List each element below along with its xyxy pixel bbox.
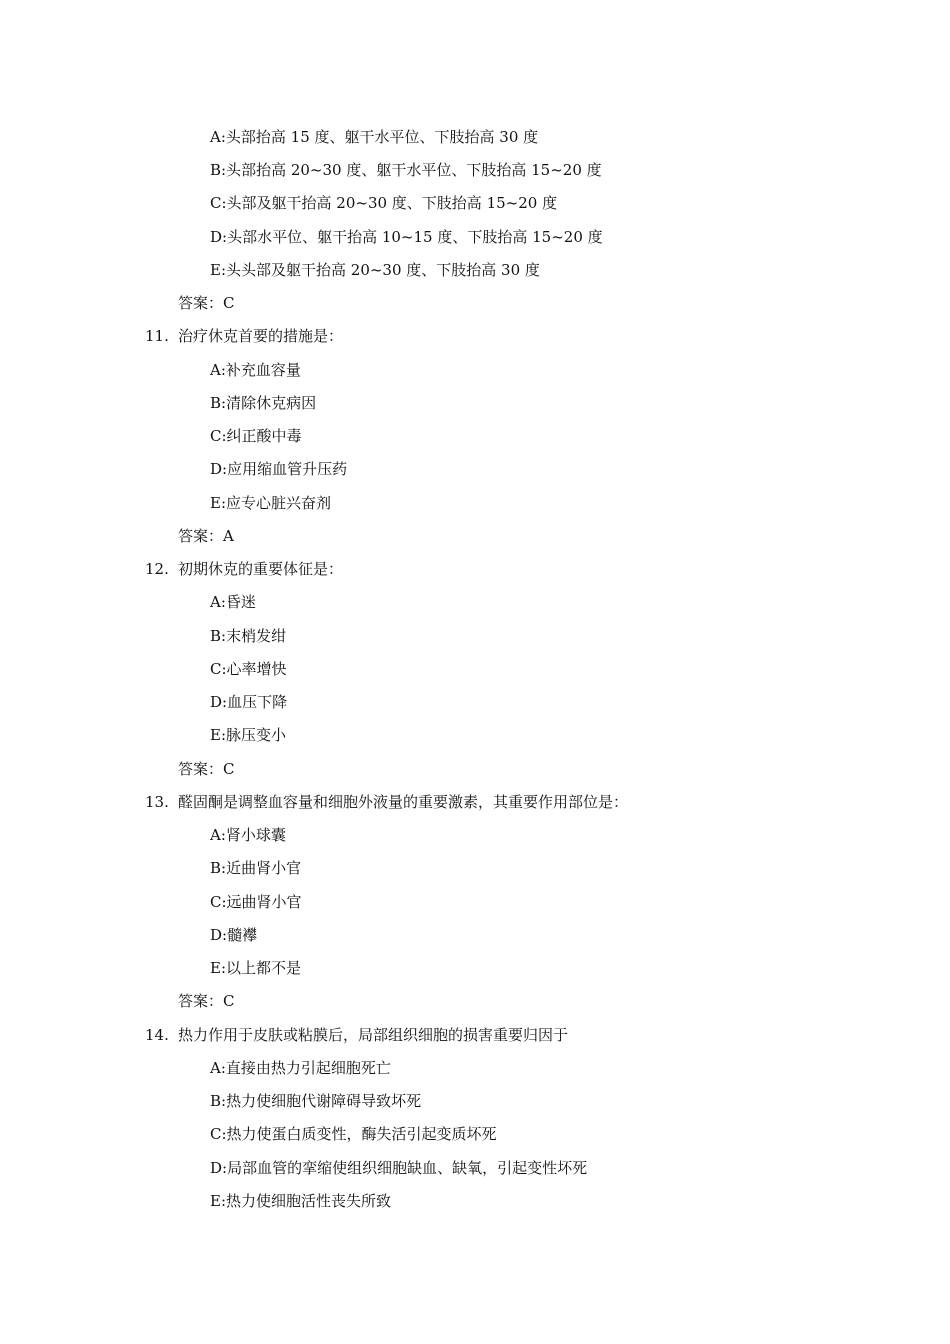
option-d: D:血压下降 [210,693,288,711]
option-c: C:远曲肾小官 [210,893,302,911]
question-number: 13. [145,793,169,811]
option-b: B:近曲肾小官 [210,859,302,877]
option-b: B:热力使细胞代谢障碍导致坏死 [210,1092,422,1110]
option-e: E:脉压变小 [210,726,287,744]
option-d: D:应用缩血管升压药 [210,460,348,478]
answer: 答案：C [178,760,235,778]
option-c: C:纠正酸中毒 [210,427,302,445]
option-a: A:直接由热力引起细胞死亡 [210,1059,391,1077]
option-c: C:头部及躯干抬高 20~30 度、下肢抬高 15~20 度 [210,194,558,212]
answer: 答案：C [178,992,235,1010]
option-e: E:以上都不是 [210,959,302,977]
option-d: D:头部水平位、躯干抬高 10~15 度、下肢抬高 15~20 度 [210,228,603,246]
answer: 答案：C [178,294,235,312]
option-b: B:头部抬高 20~30 度、躯干水平位、下肢抬高 15~20 度 [210,161,602,179]
option-a: A:补充血容量 [210,361,301,379]
option-b: B:清除休克病因 [210,394,317,412]
option-a: A:肾小球囊 [210,826,286,844]
question-text: 治疗休克首要的措施是： [178,327,344,345]
question-number: 14. [145,1026,169,1044]
answer: 答案：A [178,527,234,545]
option-e: E:应专心脏兴奋剂 [210,494,332,512]
question-text: 初期休克的重要体征是： [178,560,344,578]
option-c: C:热力使蛋白质变性，酶失活引起变质坏死 [210,1125,497,1143]
option-b: B:末梢发绀 [210,627,287,645]
question-number: 11. [145,327,169,345]
option-a: A:头部抬高 15 度、躯干水平位、下肢抬高 30 度 [210,128,539,146]
question-number: 12. [145,560,169,578]
option-a: A:昏迷 [210,593,256,611]
option-e: E:头头部及躯干抬高 20~30 度、下肢抬高 30 度 [210,261,540,279]
option-e: E:热力使细胞活性丧失所致 [210,1192,392,1210]
question-text: 热力作用于皮肤或粘膜后，局部组织细胞的损害重要归因于 [178,1026,569,1044]
option-c: C:心率增快 [210,660,287,678]
question-text: 醛固酮是调整血容量和细胞外液量的重要激素，其重要作用部位是： [178,793,629,811]
option-d: D:局部血管的挛缩使组织细胞缺血、缺氧，引起变性坏死 [210,1159,588,1177]
option-d: D:髓襻 [210,926,258,944]
